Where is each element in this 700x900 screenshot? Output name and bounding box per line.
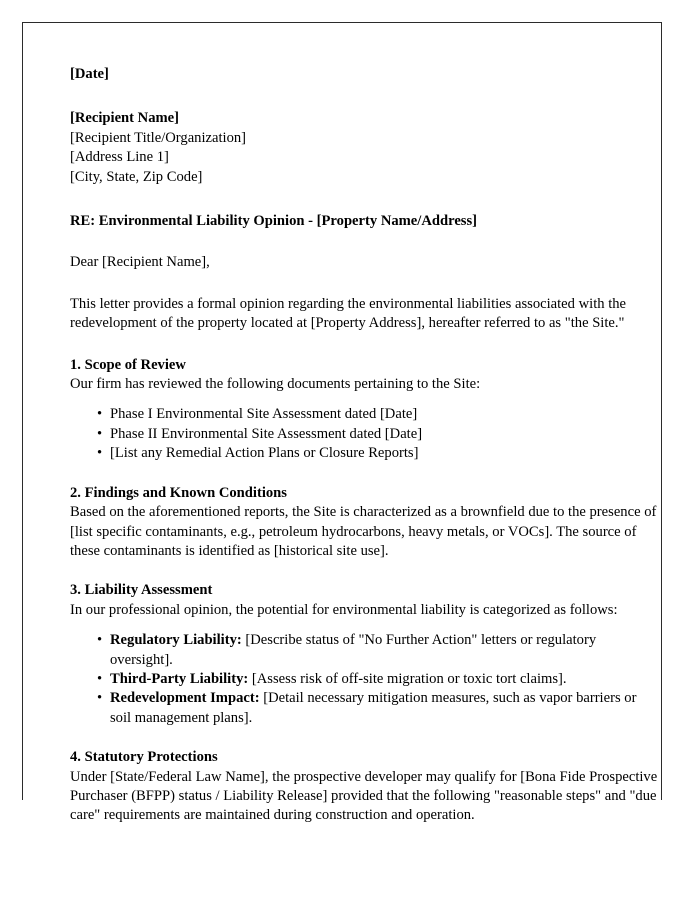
section-heading: 4. Statutory Protections: [70, 749, 218, 766]
section-body: In our professional opinion, the potential for environmental liability is categorized as follows:: [70, 601, 618, 618]
spacer-before-list: [70, 620, 660, 631]
spacer-after-intro: [70, 334, 660, 356]
list-item-text: [Describe status of "No Further Action" letters or regulatory oversight].: [110, 632, 597, 668]
section-bullet-list: [70, 405, 660, 463]
list-item: [110, 444, 660, 463]
section-heading: 3. Liability Assessment: [70, 582, 213, 599]
list-item-text: [List any Remedial Action Plans or Closure Reports]: [110, 445, 419, 462]
section-body: Our firm has reviewed the following documents pertaining to the Site:: [70, 376, 481, 393]
spacer-after-salutation: [70, 273, 660, 295]
section-body: Based on the aforementioned reports, the Site is characterized as a brownfield due to the presence of [list specific contaminants, e.g., petroleum hydrocarbons, heavy metals, or VOCs]. The source of these contaminants is identified as [historical site use].: [70, 504, 657, 559]
subject-line: RE: Environmental Liability Opinion - [Property Name/Address]: [70, 213, 478, 230]
salutation: Dear [Recipient Name],: [70, 254, 210, 271]
recipient-name: [Recipient Name]: [70, 110, 180, 127]
list-item-lead-label: Third-Party Liability:: [110, 670, 249, 687]
document-section: [70, 748, 660, 846]
list-item-text: Phase I Environmental Site Assessment dated [Date]: [110, 406, 418, 423]
sections-container: [70, 356, 660, 846]
spacer-after-date: [70, 84, 660, 109]
section-heading: 1. Scope of Review: [70, 356, 186, 373]
spacer-after-subject: [70, 231, 660, 253]
spacer-after-section: [70, 826, 660, 846]
recipient-address-line-1: [Address Line 1]: [70, 149, 169, 166]
recipient-city-state-zip: [City, State, Zip Code]: [70, 168, 203, 185]
spacer-after-address: [70, 187, 660, 212]
spacer-after-list: [70, 464, 660, 484]
document-section: [70, 581, 660, 748]
list-item-text: [Detail necessary mitigation measures, such as vapor barriers or soil management plans].: [110, 690, 637, 726]
recipient-title-organization: [Recipient Title/Organization]: [70, 129, 247, 146]
list-item-text: [Assess risk of off-site migration or toxic tort claims].: [248, 670, 567, 687]
intro-paragraph: This letter provides a formal opinion regarding the environmental liabilities associated with the redevelopment of the property located at [Property Address], hereafter referred to as "the Site.": [70, 295, 627, 332]
list-item: [110, 631, 660, 670]
list-item: [110, 425, 660, 444]
date-line: [Date]: [70, 66, 109, 82]
list-item: [110, 689, 660, 728]
spacer-before-list: [70, 394, 660, 405]
spacer-after-section: [70, 561, 660, 581]
document-section: [70, 356, 660, 484]
list-item-lead-label: Redevelopment Impact:: [110, 690, 260, 707]
document-section: [70, 484, 660, 582]
list-item-lead-label: Regulatory Liability:: [110, 632, 242, 649]
section-heading: 2. Findings and Known Conditions: [70, 484, 287, 501]
document-page-sheet: [22, 22, 662, 824]
document-body: [70, 65, 660, 846]
list-item-text: Phase II Environmental Site Assessment dated [Date]: [110, 425, 423, 442]
section-bullet-list: [70, 631, 660, 728]
spacer-after-list: [70, 728, 660, 748]
list-item: [110, 405, 660, 424]
section-body: Under [State/Federal Law Name], the prospective developer may qualify for [Bona Fide Prospective Purchaser (BFPP) status / Liability Release] provided that the following "reasonable steps" and "due care" requirements are maintained during construction and operation.: [70, 768, 658, 824]
list-item: [110, 670, 660, 689]
recipient-address-block: [70, 109, 660, 187]
